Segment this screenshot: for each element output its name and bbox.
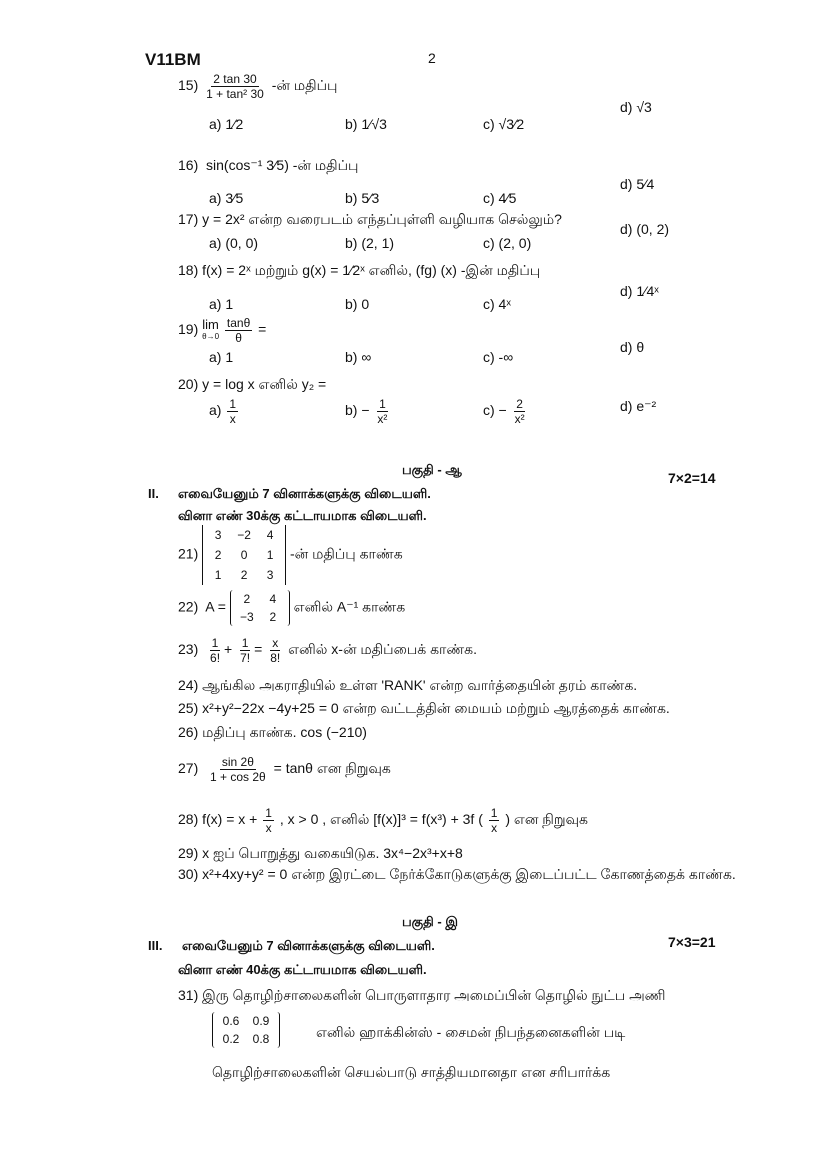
fraction-numerator: 1 bbox=[265, 806, 272, 820]
option-b: b) 1⁄√3 bbox=[345, 116, 387, 132]
option-d: d) θ bbox=[620, 339, 645, 355]
question-suffix: = tanθ என நிறுவுக bbox=[273, 760, 391, 777]
fraction bbox=[225, 316, 252, 345]
question-number: 19) bbox=[178, 321, 199, 338]
limit bbox=[202, 316, 220, 343]
matrix-lhs: A = bbox=[205, 598, 226, 615]
fraction bbox=[238, 636, 252, 665]
determinant bbox=[202, 525, 286, 585]
fraction-denominator: x bbox=[229, 412, 236, 426]
question-19 bbox=[178, 316, 266, 345]
section-roman-numeral: II. bbox=[148, 486, 159, 501]
option-c bbox=[483, 397, 529, 426]
limit-label: lim bbox=[202, 316, 219, 332]
fraction bbox=[375, 397, 389, 426]
question-suffix: -ன் மதிப்பு bbox=[271, 77, 338, 94]
matrix bbox=[212, 1012, 280, 1048]
det-cell: 1 bbox=[214, 568, 222, 582]
option-b: b) (2, 1) bbox=[345, 235, 395, 251]
det-cell: 1 bbox=[266, 548, 274, 562]
fraction-numerator: 1 bbox=[241, 636, 249, 650]
option-a: a) 1⁄2 bbox=[209, 116, 244, 132]
option-c: c) √3⁄2 bbox=[483, 116, 525, 132]
matrix-cell: 0.6 bbox=[222, 1014, 240, 1028]
question-28 bbox=[178, 806, 588, 835]
question-21 bbox=[178, 525, 403, 585]
option-c: c) (2, 0) bbox=[483, 235, 532, 251]
option-a: a) 3⁄5 bbox=[209, 190, 244, 206]
option-label: c) − bbox=[483, 402, 507, 419]
matrix-cell: 2 bbox=[243, 592, 251, 606]
fraction-numerator: 2 bbox=[516, 397, 523, 411]
fraction-numerator: tanθ bbox=[226, 316, 251, 330]
question-number: 27) bbox=[178, 760, 199, 777]
matrix-cell: 0.9 bbox=[252, 1014, 270, 1028]
fraction-denominator: x bbox=[491, 821, 498, 835]
section-marks: 7×2=14 bbox=[668, 470, 716, 486]
option-c: c) 4⁄5 bbox=[483, 190, 517, 206]
option-a: a) 1 bbox=[209, 349, 234, 365]
fraction-numerator: x bbox=[272, 636, 279, 650]
question-20: 20) y = log x எனில் y₂ = bbox=[178, 376, 327, 392]
fraction bbox=[513, 397, 527, 426]
fraction bbox=[489, 806, 500, 835]
question-suffix: எனில் A⁻¹ காண்க bbox=[293, 598, 406, 615]
option-label: a) bbox=[209, 402, 222, 419]
equals-sign: = bbox=[258, 321, 267, 338]
fraction-denominator: x² bbox=[377, 412, 388, 426]
question-31-continuation: எனில் ஹாக்கின்ஸ் - சைமன் நிபந்தனைகளின் படி bbox=[316, 1024, 626, 1040]
fraction bbox=[204, 72, 266, 101]
fraction bbox=[268, 636, 282, 665]
det-cell: 4 bbox=[266, 528, 274, 542]
section-title: பகுதி - ஆ bbox=[402, 462, 462, 477]
option-d: d) √3 bbox=[620, 99, 652, 115]
limit-subscript: θ→0 bbox=[202, 331, 220, 341]
question-23: 23) $\frac{1}{6!}$ + $\frac{1}{7!}$ = $\frac{x}{8!}$ எனில் x-ன் மதிப்பைக் காண்க. bbox=[178, 636, 478, 665]
fraction-numerator: 1 bbox=[211, 636, 219, 650]
question-29: 29) x ஐப் பொறுத்து வகையிடுக. 3x⁴−2x³+x+8 bbox=[178, 845, 463, 861]
option-b: b) 5⁄3 bbox=[345, 190, 380, 206]
question-suffix: -ன் மதிப்பு bbox=[292, 157, 359, 173]
section-marks: 7×3=21 bbox=[668, 934, 716, 950]
question-text: , x > 0 , எனில் [f(x)]³ = f(x³) + 3f ( bbox=[279, 811, 483, 828]
page-number: 2 bbox=[428, 50, 436, 66]
fraction-denominator: 1 + cos 2θ bbox=[210, 770, 266, 784]
fraction-denominator: x² bbox=[514, 412, 525, 426]
matrix-cell: −3 bbox=[239, 610, 254, 624]
question-number: 15) bbox=[178, 77, 199, 94]
question-text: 28) f(x) = x + bbox=[178, 811, 258, 828]
fraction bbox=[208, 636, 222, 665]
det-cell: 3 bbox=[266, 568, 274, 582]
fraction-numerator: 1 bbox=[379, 397, 386, 411]
question-31-final-line: தொழிற்சாலைகளின் செயல்பாடு சாத்தியமானதா என சரிபார்க்க bbox=[212, 1064, 611, 1080]
option-b: b) ∞ bbox=[345, 349, 372, 365]
question-number: 22) bbox=[178, 598, 199, 615]
question-number: 16) bbox=[178, 157, 199, 173]
paper-code: V11BM bbox=[145, 50, 201, 69]
option-d: d) (0, 2) bbox=[620, 221, 670, 237]
fraction-denominator: 6! bbox=[210, 651, 221, 665]
det-cell: 2 bbox=[240, 568, 248, 582]
option-d: d) 5⁄4 bbox=[620, 176, 655, 192]
question-17: 17) y = 2x² என்ற வரைபடம் எந்தப்புள்ளி வழியாக செல்லும்? bbox=[178, 211, 562, 227]
fraction-numerator: sin 2θ bbox=[221, 755, 254, 769]
fraction-denominator: 7! bbox=[240, 651, 251, 665]
matrix-cell: 2 bbox=[269, 610, 277, 624]
question-22 bbox=[178, 590, 405, 626]
technology-matrix bbox=[212, 1012, 280, 1048]
matrix-cell: 4 bbox=[269, 592, 277, 606]
section-instruction: எவையேனும் 7 வினாக்களுக்கு விடையளி. bbox=[182, 938, 435, 953]
question-31: 31) இரு தொழிற்சாலைகளின் பொருளாதார அமைப்பின் தொழில் நுட்ப அணி bbox=[178, 987, 666, 1003]
question-15 bbox=[178, 72, 337, 101]
fraction-denominator: θ bbox=[235, 331, 242, 345]
option-c: c) 4ˣ bbox=[483, 296, 511, 312]
fraction bbox=[263, 806, 274, 835]
section-roman-numeral: III. bbox=[148, 938, 163, 953]
matrix bbox=[230, 590, 290, 626]
section-title: பகுதி - இ bbox=[402, 914, 458, 929]
question-number: 21) bbox=[178, 545, 199, 562]
question-24: 24) ஆங்கில அகராதியில் உள்ள 'RANK' என்ற வார்த்தையின் தரம் காண்க. bbox=[178, 677, 638, 693]
fraction-denominator: 1 + tan² 30 bbox=[206, 87, 264, 101]
section-note: வினா எண் 40க்கு கட்டாயமாக விடையளி. bbox=[178, 962, 427, 977]
option-label: b) − bbox=[345, 402, 370, 419]
question-suffix: எனில் x-ன் மதிப்பைக் காண்க. bbox=[288, 641, 478, 658]
fraction bbox=[208, 755, 268, 784]
fraction-numerator: 2 tan 30 bbox=[213, 72, 257, 86]
fraction-numerator: 1 bbox=[490, 806, 498, 820]
matrix-cell: 0.2 bbox=[222, 1032, 240, 1046]
question-30: 30) x²+4xy+y² = 0 என்ற இரட்டை நேர்க்கோடுகளுக்கு இடைப்பட்ட கோணத்தைக் காண்க. bbox=[178, 866, 736, 882]
option-c: c) -∞ bbox=[483, 349, 514, 365]
fraction bbox=[227, 397, 238, 426]
question-number: 23) bbox=[178, 641, 199, 658]
question-27 bbox=[178, 755, 391, 784]
question-26: 26) மதிப்பு காண்க. cos (−210) bbox=[178, 724, 367, 740]
section-instruction: எவையேனும் 7 வினாக்களுக்கு விடையளி. bbox=[178, 486, 431, 501]
matrix-cell: 0.8 bbox=[252, 1032, 270, 1046]
expression: sin(cos⁻¹ 3⁄5) bbox=[206, 157, 289, 173]
det-cell: 3 bbox=[214, 528, 222, 542]
question-16 bbox=[178, 157, 358, 176]
option-d: d) 1⁄4ˣ bbox=[620, 283, 659, 299]
fraction-denominator: x bbox=[265, 821, 272, 835]
option-a bbox=[209, 397, 240, 426]
question-18: 18) f(x) = 2ˣ மற்றும் g(x) = 1⁄2ˣ எனில், (fg) (x) -இன் மதிப்பு bbox=[178, 262, 541, 278]
det-cell: 2 bbox=[214, 548, 222, 562]
question-25: 25) x²+y²−22x −4y+25 = 0 என்ற வட்டத்தின் மையம் மற்றும் ஆரத்தைக் காண்க. bbox=[178, 700, 670, 716]
question-text: ) என நிறுவுக bbox=[505, 811, 588, 828]
fraction-numerator: 1 bbox=[229, 397, 237, 411]
question-suffix: -ன் மதிப்பு காண்க bbox=[290, 545, 403, 562]
option-a: a) (0, 0) bbox=[209, 235, 259, 251]
option-b: b) 0 bbox=[345, 296, 370, 312]
option-a: a) 1 bbox=[209, 296, 234, 312]
det-cell: −2 bbox=[237, 528, 251, 542]
option-d: d) e⁻² bbox=[620, 398, 657, 414]
det-cell: 0 bbox=[240, 548, 248, 562]
fraction-denominator: 8! bbox=[270, 651, 281, 665]
section-note: வினா எண் 30க்கு கட்டாயமாக விடையளி. bbox=[178, 508, 427, 523]
option-b bbox=[345, 397, 391, 426]
